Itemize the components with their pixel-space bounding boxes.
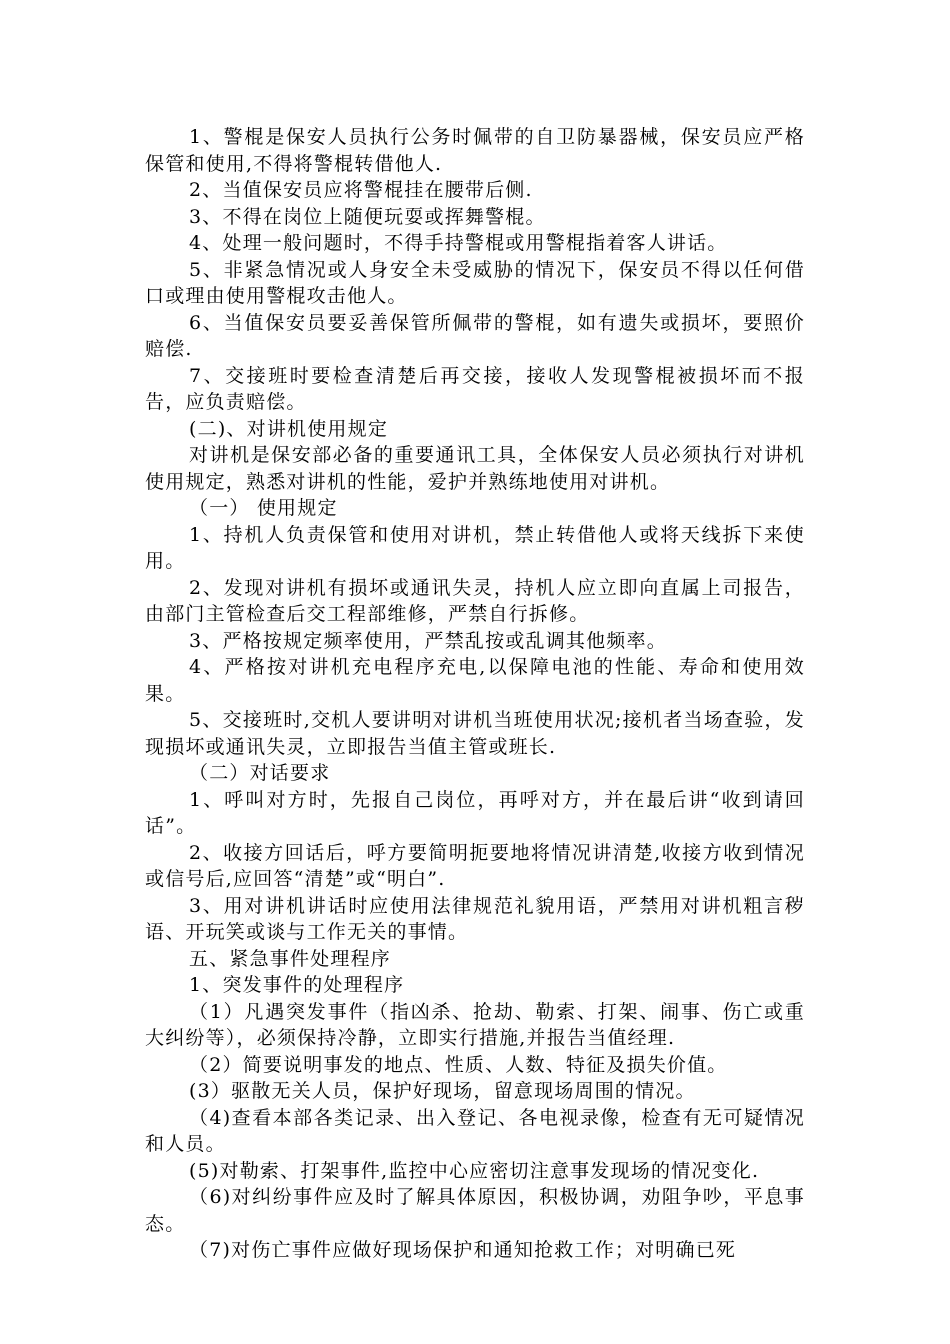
paragraph-usage-2: 2、发现对讲机有损坏或通讯失灵，持机人应立即向直属上司报告，由部门主管检查后交工程部维修，严禁自行拆修。	[145, 576, 805, 625]
paragraph-baton-7: 7、交接班时要检查清楚后再交接，接收人发现警棍被损坏而不报告，应负责赔偿。	[145, 364, 805, 413]
paragraph-usage-3: 3、严格按规定频率使用，严禁乱按或乱调其他频率。	[189, 629, 667, 652]
paragraph-baton-6: 6、当值保安员要妥善保管所佩带的警棍，如有遗失或损坏，要照价赔偿.	[145, 311, 805, 360]
paragraph-usage-1: 1、持机人负责保管和使用对讲机，禁止转借他人或将天线拆下来使用。	[145, 523, 805, 572]
document-body	[145, 124, 805, 1264]
paragraph-emergency-2: （2）简要说明事发的地点、性质、人数、特征及损失价值。	[189, 1053, 728, 1076]
paragraph-dialogue-2: 2、收接方回话后，呼方要简明扼要地将情况讲清楚,收接方收到情况或信号后,应回答“清楚”或“明白”.	[145, 841, 805, 890]
subheading-usage-rules: （一） 使用规定	[189, 497, 338, 519]
paragraph-emergency-4: （4)查看本部各类记录、出入登记、各电视录像，检查有无可疑情况和人员。	[145, 1106, 805, 1155]
paragraph-emergency-1: （1）凡遇突发事件（指凶杀、抢劫、勒索、打架、闹事、伤亡或重大纠纷等），必须保持冷静，立即实行措施,并报告当值经理.	[145, 1000, 805, 1049]
paragraph-baton-2: 2、当值保安员应将警棍挂在腰带后侧.	[189, 179, 533, 201]
paragraph-usage-4: 4、严格按对讲机充电程序充电,以保障电池的性能、寿命和使用效果。	[145, 656, 805, 705]
paragraph-radio-intro: 对讲机是保安部必备的重要通讯工具，全体保安人员必须执行对讲机使用规定，熟悉对讲机的性能，爱护并熟练地使用对讲机。	[145, 444, 805, 493]
paragraph-dialogue-3: 3、用对讲机讲话时应使用法律规范礼貌用语，严禁用对讲机粗言秽语、开玩笑或谈与工作无关的事情。	[145, 894, 805, 943]
section-heading-radio-rules: (二)、对讲机使用规定	[189, 417, 389, 440]
subheading-emergency-procedure: 1、突发事件的处理程序	[189, 974, 405, 996]
paragraph-emergency-3: (3）驱散无关人员，保护好现场，留意现场周围的情况。	[189, 1080, 696, 1102]
paragraph-baton-4: 4、处理一般问题时，不得手持警棍或用警棍指着客人讲话。	[189, 232, 728, 254]
paragraph-baton-1: 1、警棍是保安人员执行公务时佩带的自卫防暴器械，保安员应严格保管和使用,不得将警棍转借他人.	[145, 126, 805, 175]
paragraph-emergency-7: （7)对伤亡事件应做好现场保护和通知抢救工作；对明确已死	[189, 1239, 737, 1261]
paragraph-emergency-6: （6)对纠纷事件应及时了解具体原因，积极协调，劝阻争吵，平息事态。	[145, 1186, 805, 1235]
section-heading-emergency: 五、紧急事件处理程序	[189, 947, 392, 970]
paragraph-baton-5: 5、非紧急情况或人身安全未受威胁的情况下，保安员不得以任何借口或理由使用警棍攻击他人。	[145, 258, 805, 307]
paragraph-dialogue-1: 1、呼叫对方时，先报自己岗位，再呼对方，并在最后讲“收到请回话”。	[145, 788, 805, 837]
paragraph-baton-3: 3、不得在岗位上随便玩耍或挥舞警棍。	[189, 205, 546, 228]
subheading-dialogue-requirements: （二）对话要求	[189, 762, 331, 784]
paragraph-usage-5: 5、交接班时,交机人要讲明对讲机当班使用状况;接机者当场查验，发现损坏或通讯失灵，立即报告当值主管或班长.	[145, 709, 805, 758]
paragraph-emergency-5: (5)对勒索、打架事件,监控中心应密切注意事发现场的情况变化.	[189, 1159, 760, 1182]
